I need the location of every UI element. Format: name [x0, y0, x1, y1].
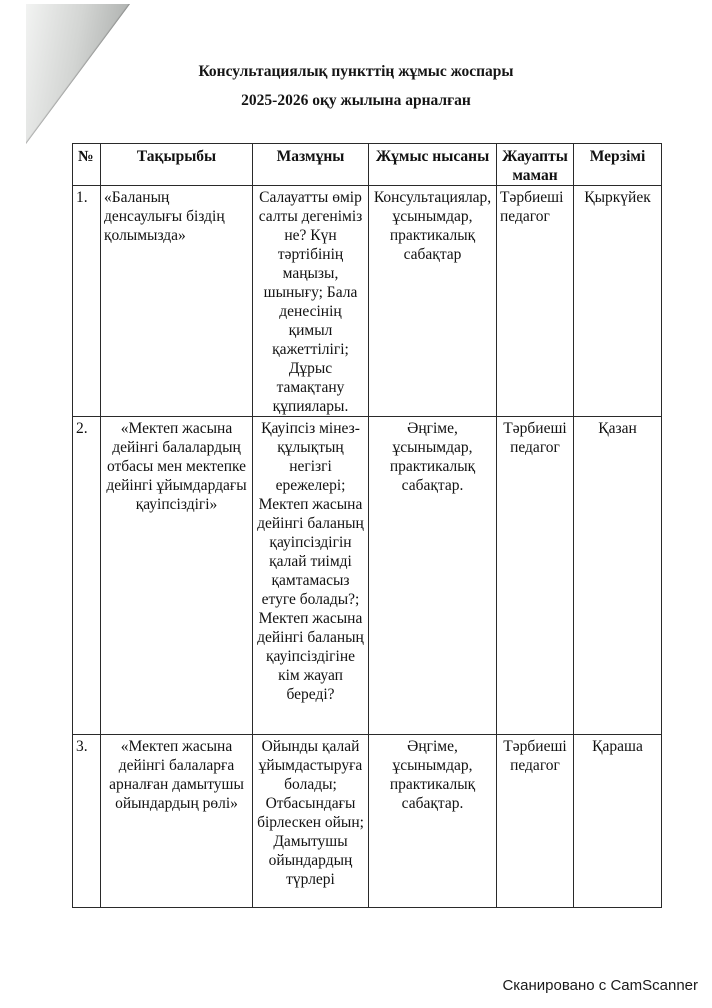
row-responsible: Тәрбиеші педагог [497, 735, 574, 908]
row-topic: «Мектеп жасына дейінгі балаларға арналған дамытушы ойындардың рөлі» [101, 735, 253, 908]
row-responsible: Тәрбиеші педагог [497, 417, 574, 735]
row-term: Қараша [574, 735, 662, 908]
header-topic: Тақырыбы [101, 144, 253, 186]
header-responsible: Жауапты маман [497, 144, 574, 186]
document-subtitle: 2025-2026 оқу жылына арналған [241, 92, 471, 109]
row-content: Салауатты өмір салты дегеніміз не? Күн тәртібінің маңызы, шынығу; Бала денесінің қимыл қажеттілігі; Дұрыс тамақтану құпиялары. [253, 186, 369, 417]
row-number: 3. [73, 735, 101, 908]
row-topic: «Мектеп жасына дейінгі балалардың отбасы мен мектепке дейінгі ұйымдардағы қауіпсіздігі» [101, 417, 253, 735]
header-number: № [73, 144, 101, 186]
table-row [73, 186, 662, 417]
row-content: Ойынды қалай ұйымдастыруға болады; Отбасындағы бірлескен ойын; Дамытушы ойындардың түрлері [253, 735, 369, 908]
row-term: Қазан [574, 417, 662, 735]
header-content: Мазмұны [253, 144, 369, 186]
table-header-row [73, 144, 662, 186]
row-work-form: Әңгіме, ұсынымдар, практикалық сабақтар. [369, 735, 497, 908]
row-number: 1. [73, 186, 101, 417]
row-work-form: Консультациялар, ұсынымдар, практикалық сабақтар [369, 186, 497, 417]
row-term: Қыркүйек [574, 186, 662, 417]
header-work-form: Жұмыс нысаны [369, 144, 497, 186]
row-work-form: Әңгіме, ұсынымдар, практикалық сабақтар. [369, 417, 497, 735]
table-row [73, 735, 662, 908]
camscanner-watermark: Сканировано с CamScanner [502, 977, 698, 994]
table-row [73, 417, 662, 735]
row-topic: «Баланың денсаулығы біздің қолымызда» [101, 186, 253, 417]
row-responsible: Тәрбиеші педагог [497, 186, 574, 417]
row-content: Қауіпсіз мінез-құлықтың негізгі ережелері; Мектеп жасына дейінгі баланың қауіпсіздігін қалай тиімді қамтамасыз етуге болады?; Мектеп жасына дейінгі баланың қауіпсіздігіне кім жауап береді? [253, 417, 369, 735]
header-term: Мерзімі [574, 144, 662, 186]
work-plan-table [72, 143, 662, 908]
row-number: 2. [73, 417, 101, 735]
document-title: Консультациялық пункттің жұмыс жоспары [198, 63, 514, 80]
